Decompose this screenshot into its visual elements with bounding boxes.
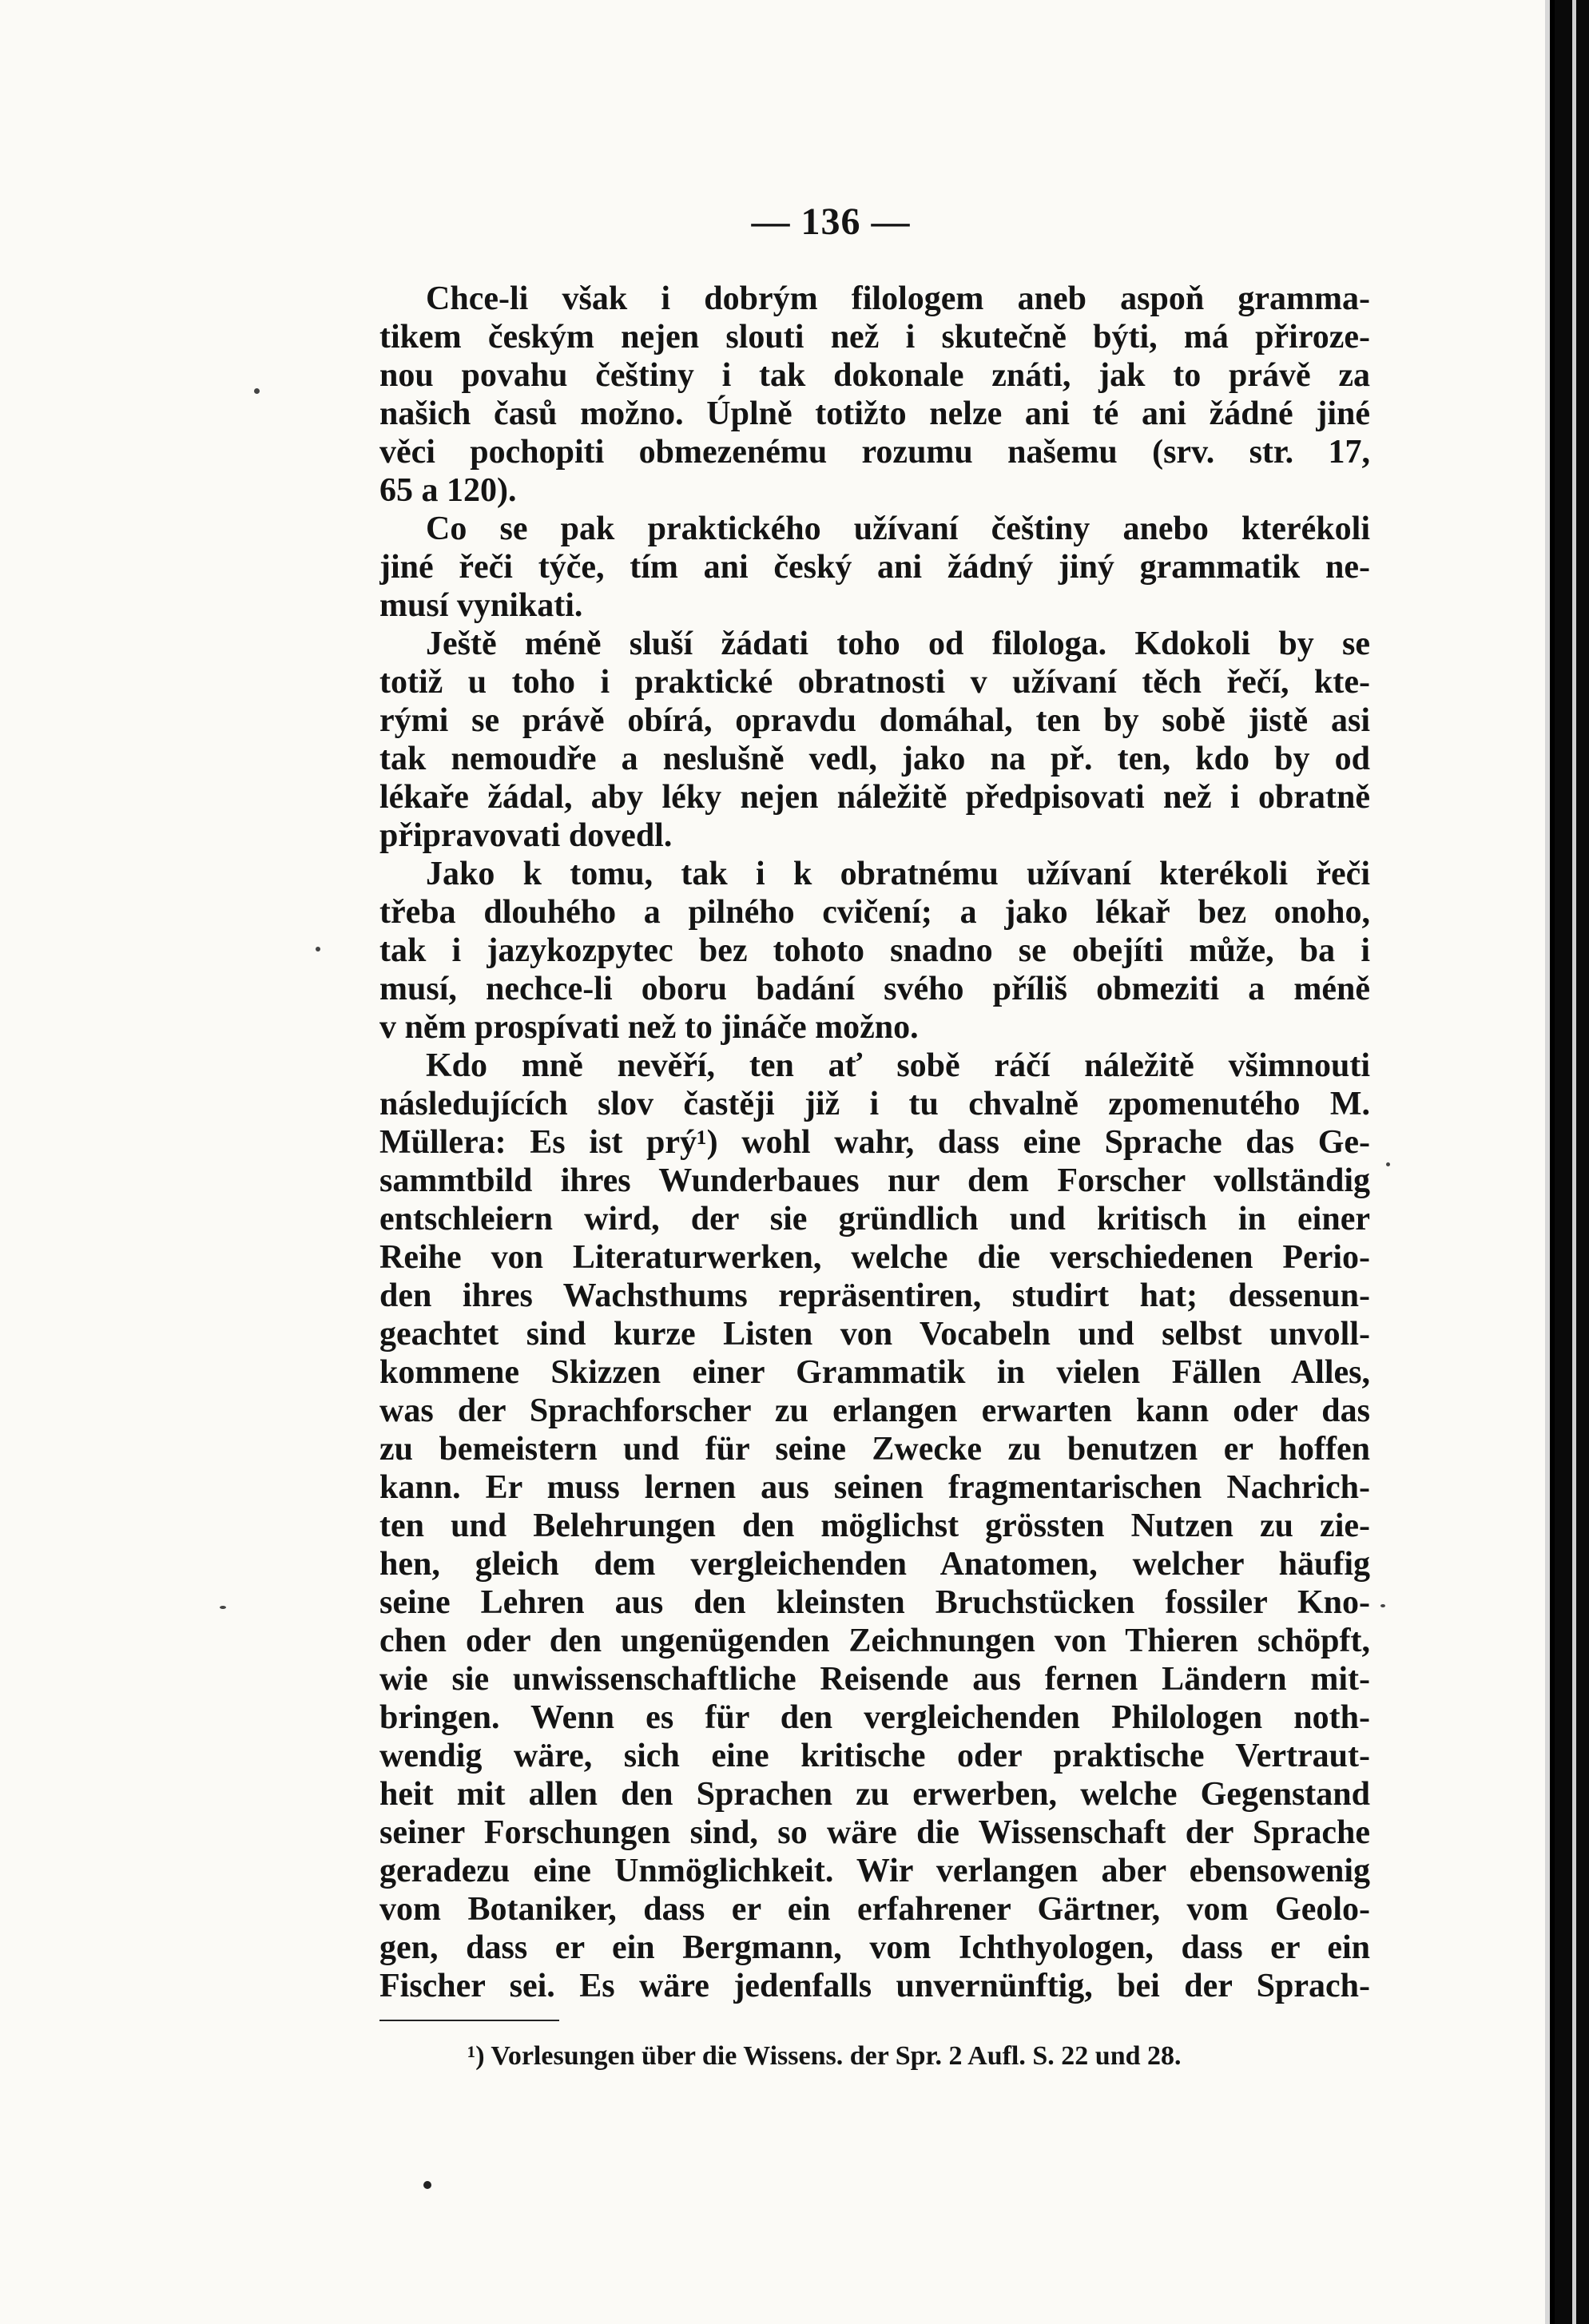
body-text <box>379 280 1370 2005</box>
text-line: rými se právě obírá, opravdu domáhal, ten by sobě jistě asi <box>379 702 1370 739</box>
speck <box>423 2181 431 2189</box>
text-line: musí vynikati. <box>379 587 583 624</box>
text-line: musí, nechce-li oboru badání svého příliš obmeziti a méně <box>379 971 1370 1007</box>
speck <box>254 388 260 394</box>
text-line: připravovati dovedl. <box>379 817 673 854</box>
text-line: seine Lehren aus den kleinsten Bruchstücken fossiler Kno- <box>379 1584 1370 1621</box>
text-line: Jako k tomu, tak i k obratnému užívaní kterékoli řeči <box>426 856 1370 892</box>
text-line: tak nemoudře a neslušně vedl, jako na př. ten, kdo by od <box>379 741 1370 777</box>
text-line: věci pochopiti obmezenému rozumu našemu (srv. str. 17, <box>379 434 1370 471</box>
speck <box>1380 1604 1385 1607</box>
text-line: nou povahu češtiny i tak dokonale znáti, jak to právě za <box>379 357 1370 394</box>
text-line: kommene Skizzen einer Grammatik in vielen Fällen Alles, <box>379 1354 1370 1391</box>
text-line: den ihres Wachsthums repräsentiren, studirt hat; dessenun- <box>379 1277 1370 1314</box>
text-line: gen, dass er ein Bergmann, vom Ichthyologen, dass er ein <box>379 1929 1370 1966</box>
text-line: geachtet sind kurze Listen von Vocabeln und selbst unvoll- <box>379 1316 1370 1353</box>
text-line: bringen. Wenn es für den vergleichenden Philologen noth- <box>379 1699 1370 1736</box>
text-line: Reihe von Literaturwerken, welche die verschiedenen Perio- <box>379 1239 1370 1276</box>
text-line: wie sie unwissenschaftliche Reisende aus fernen Ländern mit- <box>379 1661 1370 1698</box>
text-line: našich časů možno. Úplně totižto nelze ani té ani žádné jiné <box>379 395 1370 432</box>
page-number: — 136 — <box>751 201 911 243</box>
text-line: Müllera: Es ist prý¹) wohl wahr, dass eine Sprache das Ge- <box>379 1124 1370 1161</box>
text-line: vom Botaniker, dass er ein erfahrener Gärtner, vom Geolo- <box>379 1891 1370 1928</box>
text-line: sammtbild ihres Wunderbaues nur dem Forscher vollständig <box>379 1162 1370 1199</box>
text-line: v něm prospívati než to jináče možno. <box>379 1009 919 1046</box>
text-line: totiž u toho i praktické obratnosti v užívaní těch řečí, kte- <box>379 664 1370 701</box>
text-line: následujících slov častěji již i tu chvalně zpomenutého M. <box>379 1086 1370 1122</box>
text-line: hen, gleich dem vergleichenden Anatomen, welcher häufig <box>379 1546 1370 1583</box>
text-line: Ještě méně sluší žádati toho od filologa. Kdokoli by se <box>426 626 1370 662</box>
text-line: jiné řeči týče, tím ani český ani žádný jiný grammatik ne- <box>379 549 1370 586</box>
text-line: Chce-li však i dobrým filologem aneb aspoň gramma- <box>426 280 1370 317</box>
text-line: chen oder den ungenügenden Zeichnungen von Thieren schöpft, <box>379 1623 1370 1659</box>
text-line: kann. Er muss lernen aus seinen fragmentarischen Nachrich- <box>379 1469 1370 1506</box>
text-line: třeba dlouhého a pilného cvičení; a jako lékař bez onoho, <box>379 894 1370 931</box>
text-line: geradezu eine Unmöglichkeit. Wir verlangen aber ebensowenig <box>379 1853 1370 1889</box>
text-line: zu bemeistern und für seine Zwecke zu benutzen er hoffen <box>379 1431 1370 1468</box>
text-line: lékaře žádal, aby léky nejen náležitě předpisovati než i obratně <box>379 779 1370 816</box>
text-line: Fischer sei. Es wäre jedenfalls unvernünftig, bei der Sprach- <box>379 1968 1370 2004</box>
text-line: seiner Forschungen sind, so wäre die Wissenschaft der Sprache <box>379 1814 1370 1851</box>
text-line: wendig wäre, sich eine kritische oder praktische Vertraut- <box>379 1738 1370 1774</box>
speck <box>316 947 320 951</box>
text-line: tikem českým nejen slouti než i skutečně býti, má přiroze- <box>379 319 1370 356</box>
scan-edge <box>1555 0 1589 2324</box>
text-line: tak i jazykozpytec bez tohoto snadno se obejíti může, ba i <box>379 932 1370 969</box>
text-line: Kdo mně nevěří, ten ať sobě ráčí náležitě všimnouti <box>426 1047 1370 1084</box>
scan-edge-line <box>1572 0 1576 2324</box>
text-line: was der Sprachforscher zu erlangen erwarten kann oder das <box>379 1392 1370 1429</box>
footnote-rule <box>379 2020 559 2021</box>
text-line: ten und Belehrungen den möglichst grössten Nutzen zu zie- <box>379 1508 1370 1544</box>
text-line: 65 a 120). <box>379 472 517 509</box>
text-line: heit mit allen den Sprachen zu erwerben, welche Gegenstand <box>379 1776 1370 1813</box>
footnote: ¹) Vorlesungen über die Wissens. der Spr. 2 Aufl. S. 22 und 28. <box>467 2041 1182 2071</box>
speck <box>220 1606 226 1609</box>
text-line: entschleiern wird, der sie gründlich und kritisch in einer <box>379 1201 1370 1237</box>
speck <box>1386 1162 1390 1166</box>
text-line: Co se pak praktického užívaní češtiny anebo kterékoli <box>426 510 1370 547</box>
